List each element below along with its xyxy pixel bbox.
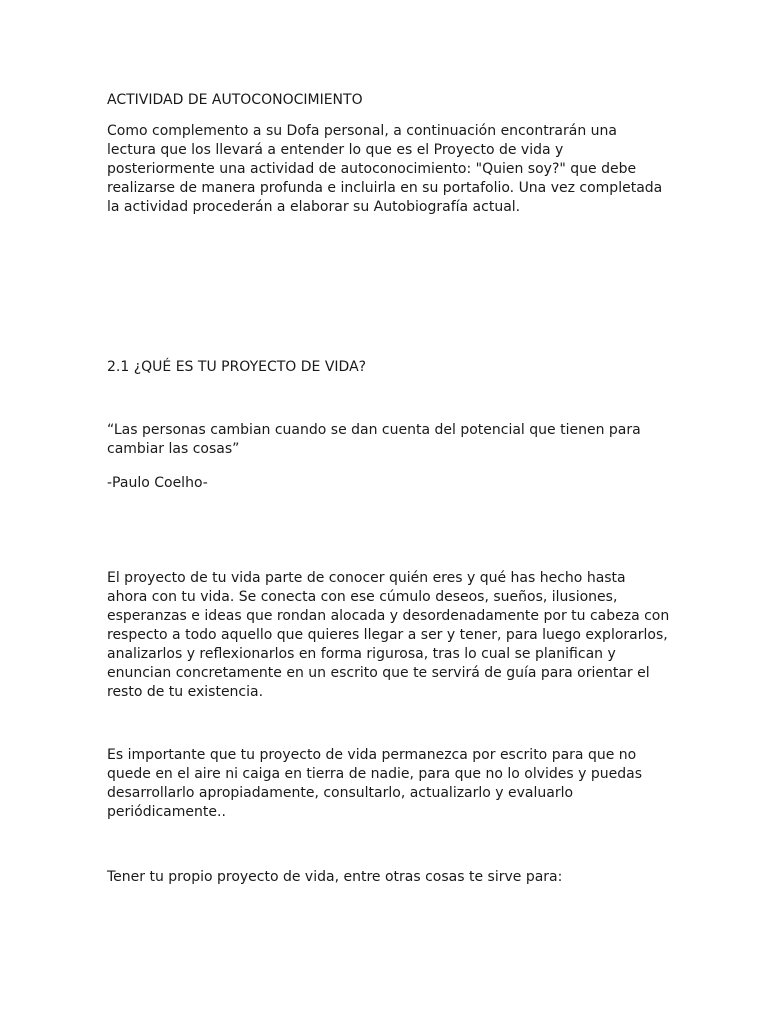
paragraph-line: Como complemento a su Dofa personal, a continuación encontrarán una [107,123,617,139]
paragraph-line: analizarlos y reflexionarlos en forma rigurosa, tras lo cual se planifican y [107,646,616,662]
paragraph-line: respecto a todo aquello que quieres llegar a ser y tener, para luego explorarlos, [107,627,668,643]
paragraph-line: enuncian concretamente en un escrito que te servirá de guía para orientar el [107,665,650,681]
paragraph-line: ahora con tu vida. Se conecta con ese cúmulo deseos, sueños, ilusiones, [107,589,618,605]
paragraph-line: resto de tu existencia. [107,684,264,700]
body-paragraph-1 [107,569,670,702]
quote-author-text: -Paulo Coelho- [107,475,208,491]
paragraph-line: desarrollarlo apropiadamente, consultarlo, actualizarlo y evaluarlo [107,785,574,801]
document-heading [107,91,667,110]
paragraph-line: periódicamente.. [107,804,226,820]
body-paragraph-3 [107,868,667,887]
paragraph-line: lectura que los llevará a entender lo que es el Proyecto de vida y [107,142,564,158]
paragraph-line: realizarse de manera profunda e incluirla en su portafolio. Una vez completada [107,180,663,196]
quote-line: cambiar las cosas” [107,441,240,457]
paragraph-line: quede en el aire ni caiga en tierra de nadie, para que no lo olvides y puedas [107,766,643,782]
section-heading [107,358,667,377]
heading-text: ACTIVIDAD DE AUTOCONOCIMIENTO [107,92,363,108]
paragraph-line: Tener tu propio proyecto de vida, entre otras cosas te sirve para: [107,869,563,885]
paragraph-line: posteriormente una actividad de autoconocimiento: "Quien soy?" que debe [107,161,637,177]
heading-text: 2.1 ¿QUÉ ES TU PROYECTO DE VIDA? [107,359,367,375]
intro-paragraph [107,122,667,217]
paragraph-line: El proyecto de tu vida parte de conocer quién eres y qué has hecho hasta [107,570,626,586]
paragraph-line: la actividad procederán a elaborar su Autobiografía actual. [107,199,521,215]
paragraph-line: Es importante que tu proyecto de vida permanezca por escrito para que no [107,747,637,763]
paragraph-line: esperanzas e ideas que rondan alocada y desordenadamente por tu cabeza con [107,608,670,624]
body-paragraph-2 [107,746,667,822]
quote-author [107,474,667,493]
quote [107,421,667,459]
quote-line: “Las personas cambian cuando se dan cuenta del potencial que tienen para [107,422,641,438]
